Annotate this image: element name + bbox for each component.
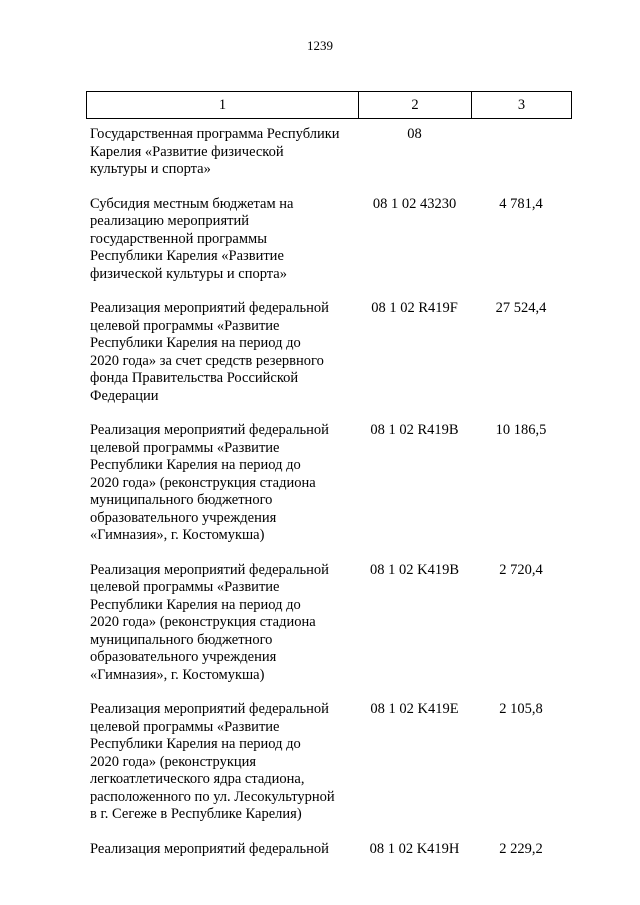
- name-line: Реализация мероприятий федеральной: [90, 561, 329, 578]
- row-name: [86, 300, 358, 405]
- name-line: Карелия «Развитие физической: [90, 143, 284, 160]
- row-name: [86, 701, 358, 824]
- name-line: Субсидия местным бюджетам на: [90, 195, 294, 212]
- name-line: муниципального бюджетного: [90, 631, 273, 648]
- name-line: 2020 года» за счет средств резервного: [90, 352, 324, 369]
- name-line: «Гимназия», г. Костомукша): [90, 527, 265, 543]
- name-line: государственной программы: [90, 230, 267, 247]
- name-line: 2020 года» (реконструкция: [90, 753, 257, 770]
- row-code: 08 1 02 43230: [372, 195, 457, 212]
- name-line: Реализация мероприятий федеральной: [90, 300, 329, 316]
- header-col-1: 1: [87, 92, 359, 119]
- name-line: Реализация мероприятий федеральной: [90, 422, 329, 438]
- header-col-2: 2: [359, 92, 472, 119]
- table-row: [86, 300, 571, 405]
- name-line: Республики Карелия на период до: [90, 457, 301, 473]
- name-line: Республики Карелия на период до: [90, 335, 301, 351]
- name-line: Республики Карелия на период до: [90, 736, 301, 752]
- name-line: Республики Карелия на период до: [90, 596, 301, 613]
- row-name: [86, 562, 358, 685]
- row-code: 08 1 02 K419E: [370, 701, 459, 717]
- name-line: 2020 года» (реконструкция стадиона: [90, 474, 316, 491]
- row-sum: 10 186,5: [495, 422, 547, 438]
- name-line: «Гимназия», г. Костомукша): [90, 666, 265, 683]
- table-row: [86, 841, 571, 859]
- row-name: [86, 196, 358, 284]
- row-sum: 2 720,4: [499, 561, 543, 578]
- name-line: Реализация мероприятий федеральной: [90, 840, 329, 857]
- name-line: расположенного по ул. Лесокультурной: [90, 788, 335, 805]
- table-row: [86, 422, 571, 545]
- name-line: муниципального бюджетного: [90, 492, 273, 508]
- table-header: [86, 91, 572, 119]
- name-line: 2020 года» (реконструкция стадиона: [90, 614, 316, 630]
- row-sum: 4 781,4: [499, 195, 543, 212]
- row-name: [86, 422, 358, 545]
- name-line: культуры и спорта»: [90, 161, 211, 177]
- name-line: физической культуры и спорта»: [90, 265, 287, 282]
- row-sum: 2 229,2: [499, 840, 543, 857]
- table-row: [86, 562, 571, 685]
- name-line: целевой программы «Развитие: [90, 718, 280, 735]
- name-line: легкоатлетического ядра стадиона,: [90, 771, 305, 787]
- name-line: образовательного учреждения: [90, 509, 277, 526]
- row-code: 08: [407, 126, 422, 142]
- row-code: 08 1 02 K419H: [369, 840, 460, 857]
- table-row: [86, 126, 571, 179]
- name-line: образовательного учреждения: [90, 649, 277, 665]
- row-sum: 2 105,8: [499, 701, 543, 717]
- row-code: 08 1 02 R419F: [371, 300, 458, 316]
- row-code: 08 1 02 R419B: [370, 422, 459, 438]
- page-number: 1239: [307, 38, 333, 53]
- name-line: реализацию мероприятий: [90, 213, 249, 229]
- name-line: фонда Правительства Российской: [90, 370, 299, 386]
- name-line: Федерации: [90, 387, 159, 404]
- name-line: целевой программы «Развитие: [90, 579, 280, 595]
- name-line: Государственная программа Республики: [90, 126, 340, 142]
- header-col-3: 3: [472, 92, 572, 119]
- row-name: [86, 841, 358, 859]
- name-line: целевой программы «Развитие: [90, 439, 280, 456]
- row-sum: 27 524,4: [495, 300, 547, 316]
- name-line: Реализация мероприятий федеральной: [90, 701, 329, 717]
- name-line: Республики Карелия «Развитие: [90, 248, 284, 264]
- name-line: в г. Сегеже в Республике Карелия): [90, 806, 302, 822]
- name-line: целевой программы «Развитие: [90, 317, 280, 334]
- row-code: 08 1 02 K419B: [369, 561, 460, 578]
- table-body: [86, 126, 571, 875]
- row-sum: [471, 126, 571, 179]
- table-row: [86, 196, 571, 284]
- row-name: [86, 126, 358, 179]
- table-row: [86, 701, 571, 824]
